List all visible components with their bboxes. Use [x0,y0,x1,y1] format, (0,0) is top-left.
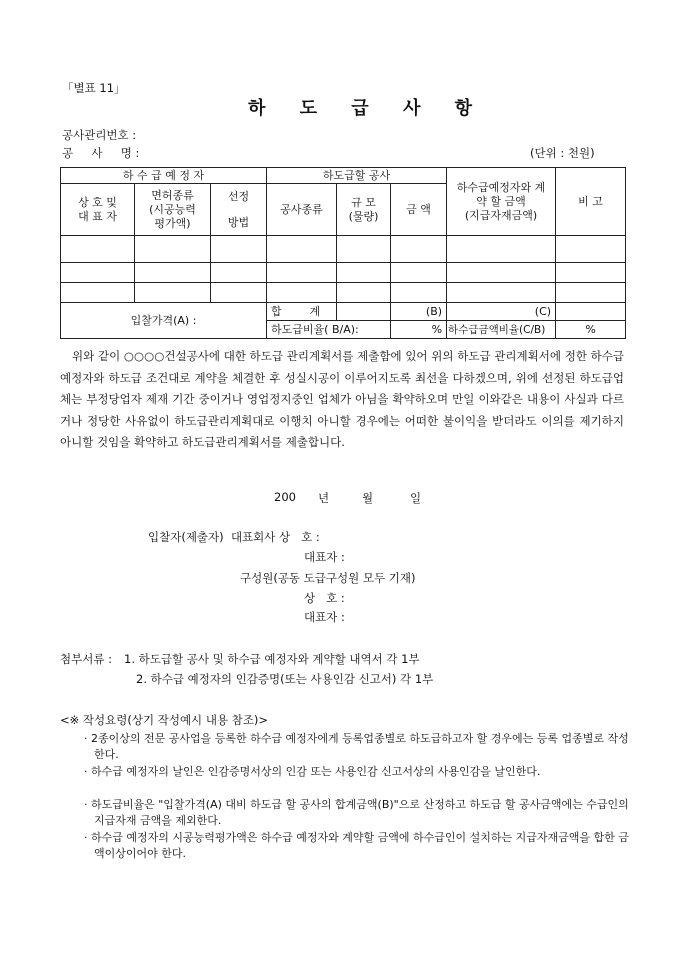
bid-price-label: 입찰가격(A) : [61,303,267,339]
representative-label-2: 대표자 : [304,610,345,624]
total-b-mark: (B) [391,303,447,321]
date-year: 200 [274,490,296,504]
sub-ratio-label: 하수급금액비율(C/B) [447,321,556,339]
guide-item: · 하수급 예정자의 날인은 인감증명서상의 인감 또는 사용인감 신고서상의 사용인감을 날인한다. [84,765,541,778]
table-row [61,263,626,283]
declaration-paragraph: 위와 같이 ○○○○건설공사에 대한 하도급 관리계획서를 제출함에 있어 위의 하도급 관리계획서에 정한 하수급 예정자와 하도급 조건대로 계약을 체결한 후 성실시공이 이루어지도록 최선을 다하겠으며, 위에 선정된 하도급업체는 부정당업자 제재 기간 중이거나 영업정지중인 업체가 아님을 확약하오며 만일 이와같은 내용이 사실과 다르거나 정당한 사유없이 하도급관리계획대로 이행치 아니할 경우에는 어떠한 불이익을 받더라도 이의를 제기하지 아니할 것임을 확약하고 하도급관리계획서를 제출합니다. [60,349,624,450]
form-label: 「별표 11」 [62,81,126,95]
subcontract-table [60,167,626,339]
selection-method-header: 선정 방법 [211,184,267,236]
company-header: 상 호 및 대 표 자 [61,184,135,236]
attachment-item: 1. 하도급할 공사 및 하수급 예정자와 계약할 내역서 각 1부 [124,652,420,666]
representative-label: 대표자 : [304,550,345,564]
guide-item: · 하도급비율은 "입찰가격(A) 대비 하도급 할 공사의 합계금액(B)"으로 산정하고 하도급 할 공사금액에는 수급인의 지급자재 금액을 제외한다. [84,798,629,827]
total-c-mark: (C) [447,303,556,321]
total-note-cell[interactable] [556,303,626,321]
company-label: 상 호 : [304,591,345,605]
bidder-label: 입찰자(제출자) 대표회사 상 호 : [148,530,320,544]
attachment-item: 2. 하수급 예정자의 인감증명(또는 사용인감 신고서) 각 1부 [136,672,434,686]
note-header: 비 고 [556,168,626,236]
attachments-label: 첨부서류 : [60,652,112,666]
scale-header: 규 모 (물량) [337,184,391,236]
project-name-label: 공 사 명 : [62,146,140,160]
money-header: 금 액 [391,184,447,236]
guide-title: <※ 작성요령(상기 작성예시 내용 참조)> [60,713,269,727]
consortium-label: 구성원(공동 도급구성원 모두 기재) [240,571,416,585]
date-day-word: 일 [410,491,422,505]
guide-item: · 2종이상의 전문 공사업을 등록한 하수급 예정자에게 등록업종별로 하도급하고자 할 경우에는 등록 업종별로 작성한다. [84,732,629,761]
group-subcontractor-header: 하 수 급 예 정 자 [61,168,267,184]
table-row [61,283,626,303]
license-header: 면허종류 (시공능력 평가액) [135,184,211,236]
group-work-header: 하도급할 공사 [267,168,447,184]
total-scale-cell[interactable] [337,303,391,321]
page-title: 하 도 급 사 항 [248,98,487,119]
work-type-header: 공사종류 [267,184,337,236]
ratio-percent: % [391,321,447,339]
date-year-word: 년 [318,491,330,505]
contract-amount-header: 하수급예정자와 계 약 할 금액 (지급자재금액) [447,168,556,236]
sub-ratio-percent: % [556,321,626,339]
ratio-label: 하도급비율( B/A): [267,321,391,339]
date-month-word: 월 [362,491,374,505]
project-no-label: 공사관리번호 : [62,128,137,142]
guide-item: · 하수급 예정자의 시공능력평가액은 하수급 예정자와 계약할 금액에 하수급인이 설치하는 지급자재금액을 합한 금액이상이어야 한다. [84,831,629,860]
table-row [61,236,626,263]
total-label: 합 계 [267,303,337,321]
unit-label: (단위 : 천원) [530,146,595,160]
